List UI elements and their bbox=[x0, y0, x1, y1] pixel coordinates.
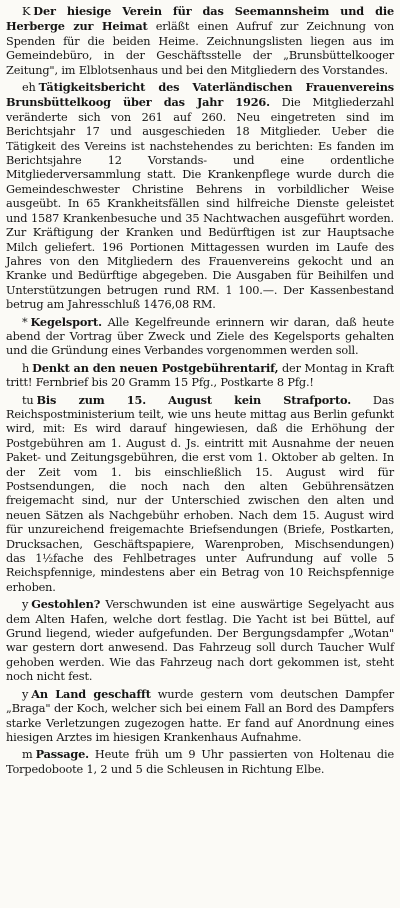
article-marker: y bbox=[22, 687, 29, 701]
article-body: der Montag in Kraft tritt! Fernbrief bis 20 Gramm 15 Pfg., Postkarte 8 Pfg.! bbox=[6, 361, 394, 390]
article-strafporto bbox=[6, 393, 394, 596]
article-marker: K bbox=[22, 5, 31, 18]
article-marker: * bbox=[22, 315, 28, 329]
article-body: Die Mitgliederzahl veränderte sich von 261 auf 260. Neu eingetreten sind im Berichtsjahr 17 und ausgeschieden 18 Mitglieder. Ueber die Tätigkeit des Vereins ist nachstehendes zu berichten: Es fanden im Berichtsjahre 12 Vorstands- und eine ordentliche Mitgliederversammlung statt. Die Krankenpflege wurde durch die Gemeindeschwester Christine Behrens in vorbildlicher Weise ausgeübt. In 65 Krankheitsfällen sind hilfreiche Dienste geleistet und 1587 Krankenbesuche und 35 Nachtwachen ausgeführt worden. Zur Kräftigung der Kranken und Bedürftigen ist zur Hauptsache Milch geliefert. 196 Portionen Mittagessen wurden im Laufe des Jahres von den Mitgliedern des Frauenvereins gekocht und an Kranke und Bedürftige abgegeben. Die Ausgaben für Beihilfen und Unterstützungen betrugen rund RM. 1 100.—. Der Kassenbestand betrug am Jahresschluß 1476,08 RM. bbox=[6, 96, 394, 312]
article-marker: h bbox=[22, 361, 30, 375]
article-body: Heute früh um 9 Uhr passierten von Holtenau die Torpedoboote 1, 2 und 5 die Schleusen in Richtung Elbe. bbox=[6, 748, 394, 776]
article-seemannsheim bbox=[6, 4, 394, 78]
article-headline: Denkt an den neuen Postgebührentarif, bbox=[32, 360, 279, 375]
article-kegelsport bbox=[6, 315, 394, 359]
article-body: erläßt einen Aufruf zur Zeichnung von Spenden für die beiden Heime. Zeichnungslisten liegen aus im Gemeindebüro, in der Geschäftsstelle der „Brunsbüttelkooger Zeitung", im Elblotsenhaus und bei den Mitgliedern des Vorstandes. bbox=[6, 20, 394, 77]
article-marker: m bbox=[22, 748, 33, 762]
article-marker: tu bbox=[22, 393, 34, 407]
article-body: wurde gestern vom deutschen Dampfer „Braga" der Koch, welcher sich bei einem Fall an Bord des Dampfers starke Verletzungen zugezogen hatte. Er fand auf Anordnung eines hiesigen Arztes im hiesigen Krankenhaus Aufnahme. bbox=[6, 687, 394, 744]
article-marker: y bbox=[22, 598, 29, 612]
article-headline: Der hiesige Verein für das Seemannsheim und die Herberge zur Heimat bbox=[6, 4, 394, 34]
article-an-land-geschafft bbox=[6, 687, 394, 746]
article-headline: Tätigkeitsbericht des Vaterländischen Frauenvereins Brunsbüttelkoog über das Jahr 1926. bbox=[6, 80, 394, 110]
article-body: Das Reichspostministerium teilt, wie uns heute mittag aus Berlin gefunkt wird, mit: Es wird darauf hingewiesen, daß die Erhöhung der Postgebühren am 1. August d. Js. eintritt mit Ausnahme der neuen Paket- und Zeitungsgebühren, die erst vom 1. Oktober ab gelten. In der Zeit vom 1. bis einschließlich 15. August wird für Postsendungen, die noch nach den alten Gebührensätzen freigemacht sind, nur der Unterschied zwischen den alten und neuen Sätzen als Nachgebühr erhoben. Nach dem 15. August wird für unzureichend freigemachte Briefsendungen (Briefe, Postkarten, Drucksachen, Geschäftspapiere, Warenproben, Mischsendungen) das 1½fache des Fehlbetrages unter Aufrundung auf volle 5 Reichspfennige, mindestens aber ein Betrag von 10 Reichspfennige erhoben. bbox=[6, 393, 394, 594]
article-gestohlen bbox=[6, 597, 394, 684]
article-headline: Kegelsport. bbox=[30, 314, 102, 329]
article-headline: An Land geschafft bbox=[31, 686, 151, 701]
article-passage bbox=[6, 747, 394, 777]
article-headline: Passage. bbox=[35, 747, 89, 762]
article-body: Verschwunden ist eine auswärtige Segelyacht aus dem Alten Hafen, welche dort festlag. Die Yacht ist bei Büttel, auf Grund liegend, wieder aufgefunden. Der Bergungsdampfer „Wotan" war gestern dort anwesend. Das Fahrzeug soll durch Taucher Wulf gehoben werden. Wie das Fahrzeug nach dort gekommen ist, steht noch nicht fest. bbox=[6, 598, 394, 684]
article-postgebuehrentarif bbox=[6, 361, 394, 391]
article-headline: Bis zum 15. August kein Strafporto. bbox=[36, 392, 351, 407]
article-headline: Gestohlen? bbox=[31, 597, 101, 612]
article-marker: eh bbox=[22, 81, 36, 95]
article-frauenverein-report bbox=[6, 80, 394, 313]
article-body: Alle Kegelfreunde erinnern wir daran, daß heute abend der Vortrag über Zweck und Ziele des Kegelsports gehalten und die Gründung eines Verbandes vorgenommen werden soll. bbox=[6, 315, 394, 358]
